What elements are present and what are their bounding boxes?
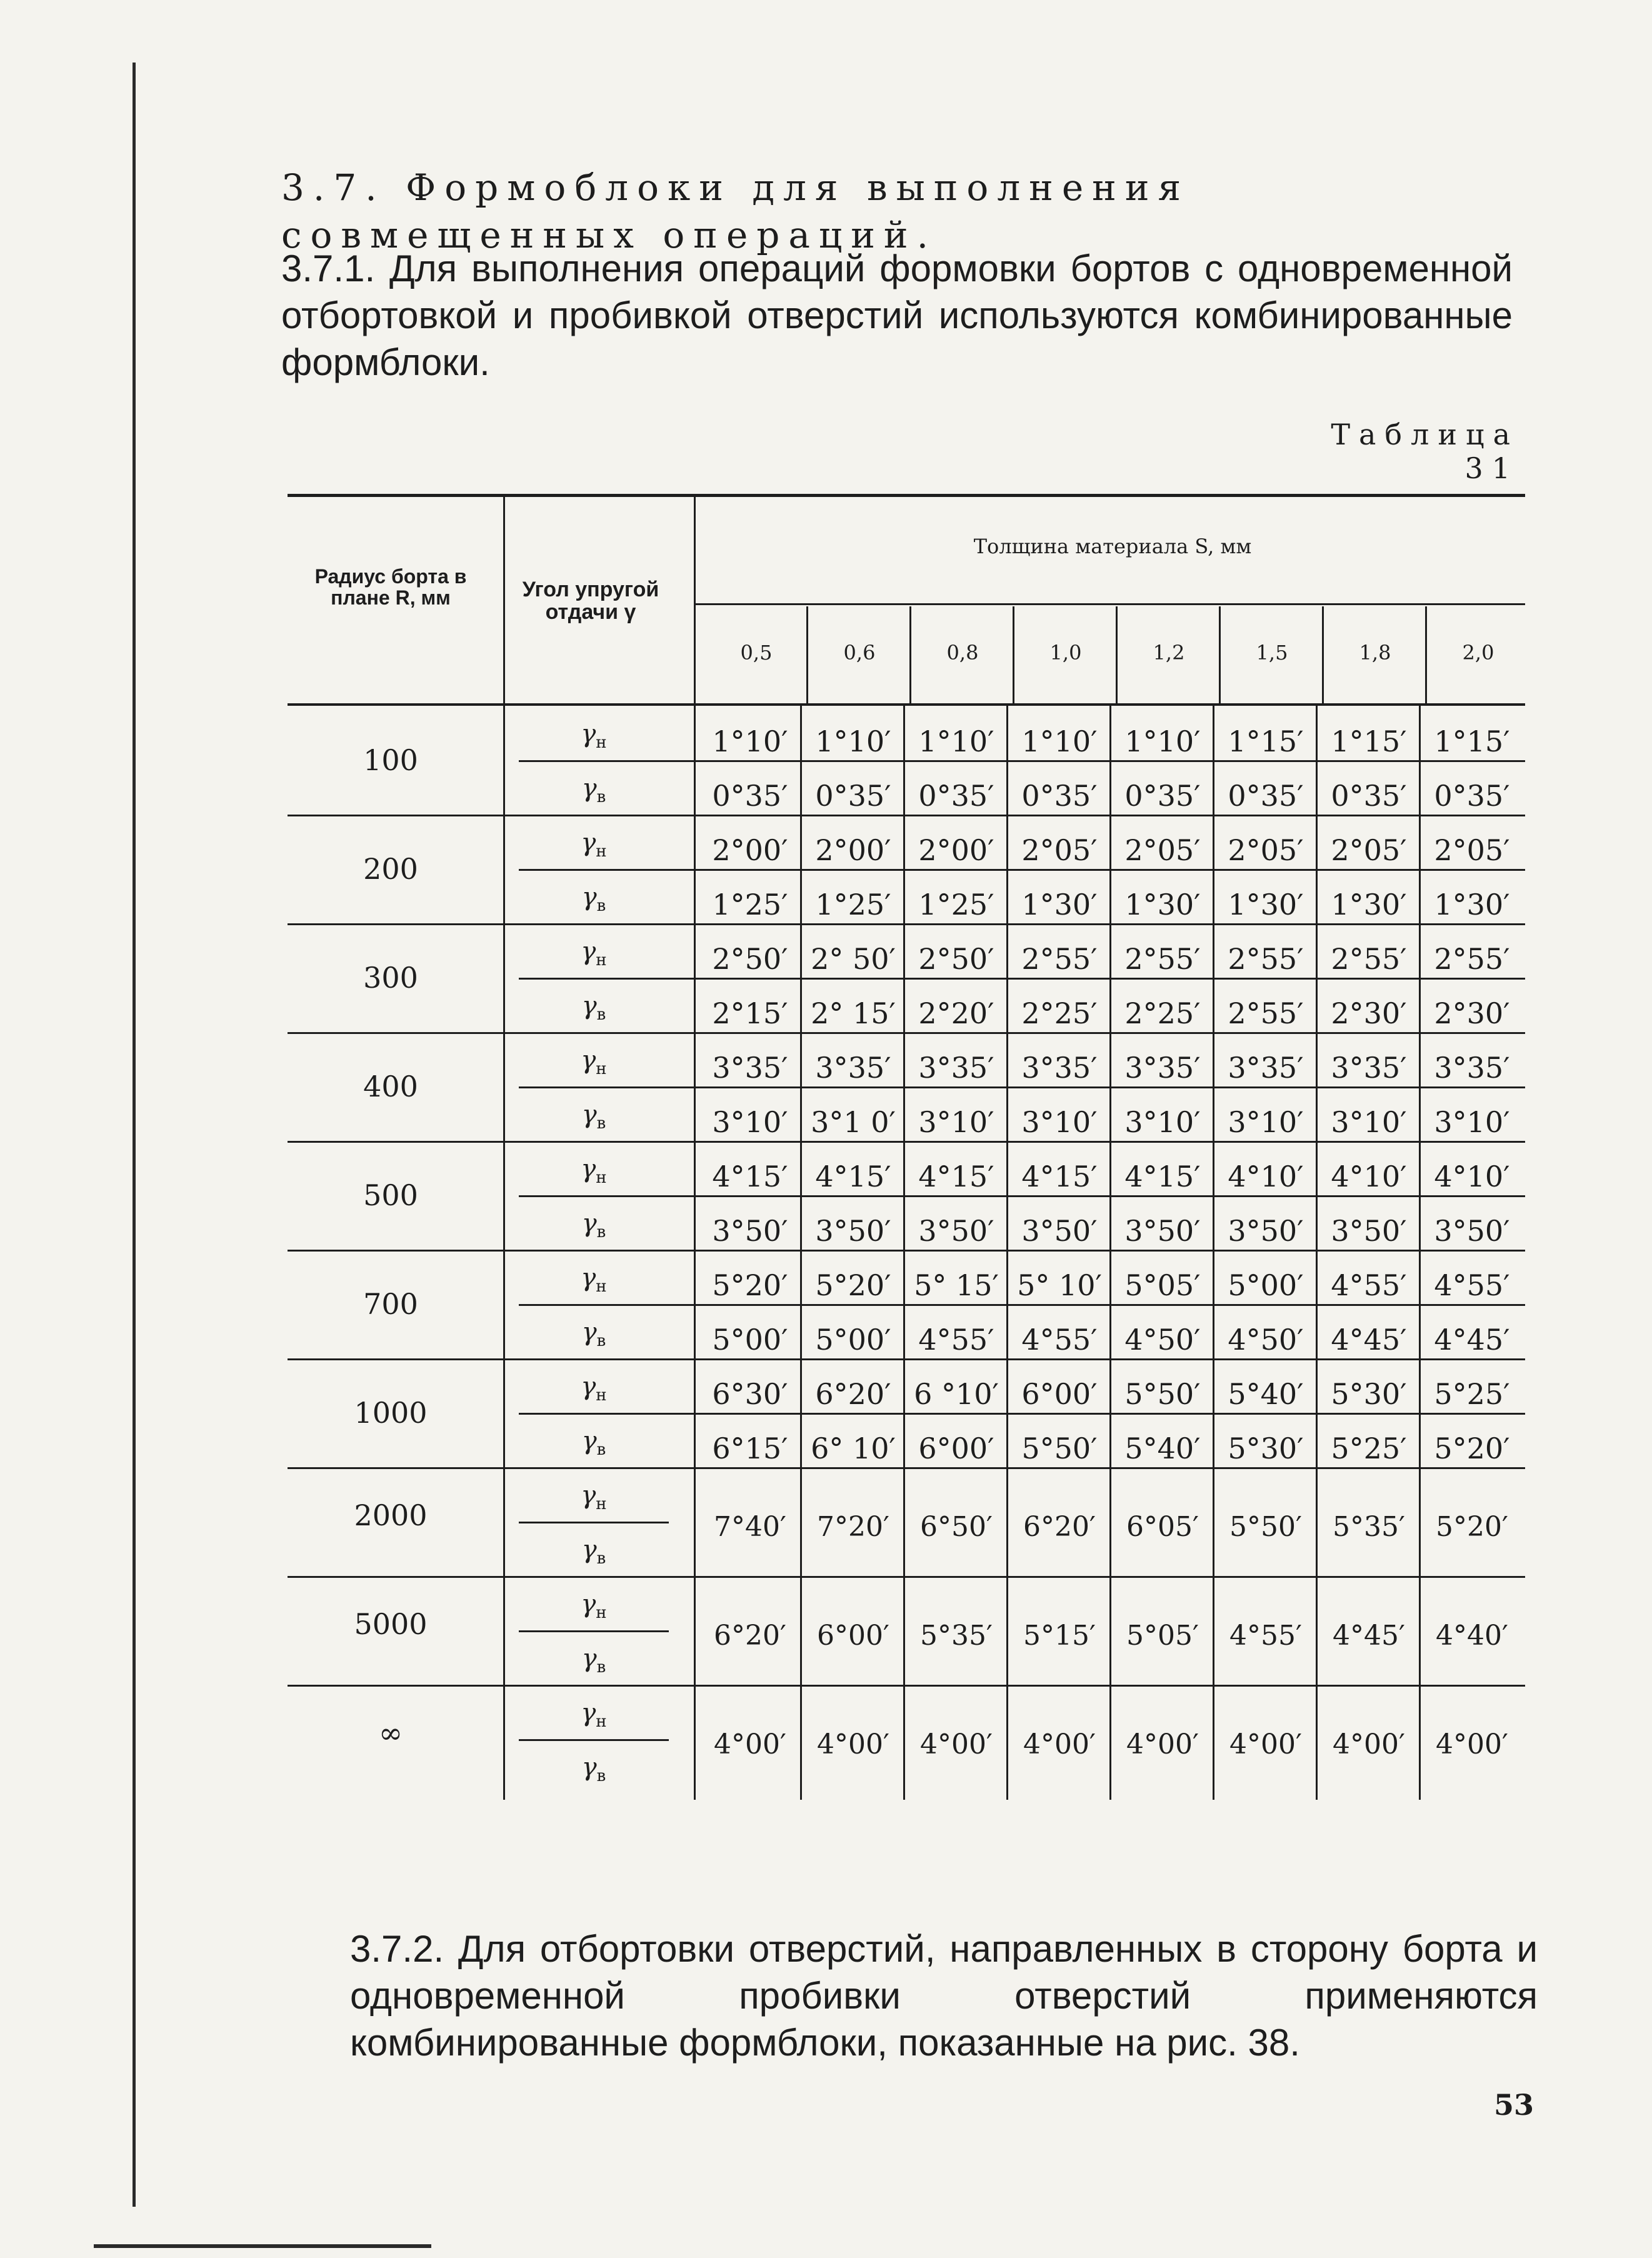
gamma-v-value: 3°10′ [1124, 1105, 1201, 1139]
gamma-v-value: 1°25′ [918, 888, 994, 921]
gamma-v-value: 0°35′ [815, 779, 891, 813]
gamma-v-value: 2°30′ [1434, 996, 1510, 1030]
gamma-n-value: 2°55′ [1434, 942, 1510, 976]
gamma-n-value: 4°15′ [1021, 1160, 1098, 1193]
gamma-n-value: 2°00′ [918, 833, 994, 867]
gamma-n-value: 2°00′ [815, 833, 891, 867]
gamma-v-value: 1°25′ [712, 888, 788, 921]
gamma-v-value: 3°10′ [918, 1105, 994, 1139]
gamma-n-value: 5° 15′ [914, 1268, 999, 1302]
gamma-n-value: 2°05′ [1228, 833, 1304, 867]
gamma-n-value: 1°10′ [1124, 725, 1201, 758]
gamma-n-value: 2°00′ [712, 833, 788, 867]
gamma-n-value: 2°05′ [1021, 833, 1098, 867]
gamma-v-label: $\gamma_в$ [581, 991, 606, 1024]
gamma-n-value: 2°05′ [1331, 833, 1407, 867]
table-body [288, 706, 1525, 1869]
gamma-n-value: 3°35′ [1331, 1051, 1407, 1085]
gamma-v-value: 3°50′ [1331, 1214, 1407, 1248]
gamma-n-value: 5°50′ [1124, 1377, 1201, 1411]
merged-value: 6°20′ [1023, 1511, 1096, 1543]
gamma-v-value: 3°50′ [815, 1214, 891, 1248]
gamma-v-label: $\gamma_в$ [581, 1427, 606, 1459]
gamma-v-value: 1°30′ [1331, 888, 1407, 921]
gamma-n-label: $\gamma_н$ [581, 828, 607, 861]
gamma-n-value: 5°20′ [815, 1268, 891, 1302]
merged-value: 4°00′ [1229, 1729, 1302, 1760]
gamma-n-value: 3°35′ [712, 1051, 788, 1085]
radius-value: 2000 [354, 1498, 428, 1532]
gamma-n-value: 2°50′ [712, 942, 788, 976]
merged-value: 6°20′ [714, 1620, 786, 1652]
merged-value: 5°05′ [1126, 1620, 1199, 1652]
gamma-v-value: 1°30′ [1021, 888, 1098, 921]
merged-value: 7°20′ [817, 1511, 889, 1543]
gamma-n-value: 4°55′ [1331, 1268, 1407, 1302]
thickness-col-2: 0,8 [946, 641, 979, 665]
gamma-n-value: 2° 50′ [811, 942, 896, 976]
gamma-v-value: 6° 10′ [811, 1432, 896, 1465]
gamma-v-value: 4°50′ [1228, 1323, 1304, 1357]
gamma-n-value: 1°10′ [1021, 725, 1098, 758]
gamma-v-value: 1°30′ [1228, 888, 1304, 921]
gamma-n-label: $\gamma_н$ [581, 1155, 607, 1187]
gamma-n-value: 1°15′ [1434, 725, 1510, 758]
thickness-col-4: 1,2 [1153, 641, 1185, 665]
thickness-col-6: 1,8 [1359, 641, 1391, 665]
gamma-n-value: 2°55′ [1021, 942, 1098, 976]
gamma-v-value: 3°50′ [1434, 1214, 1510, 1248]
angle-table [288, 494, 1525, 1869]
scan-bottom-line [94, 2244, 431, 2248]
gamma-n-value: 2°55′ [1331, 942, 1407, 976]
gamma-n-label: $\gamma_н$ [581, 1263, 607, 1296]
gamma-n-label: $\gamma_н$ [581, 1046, 607, 1078]
gamma-n-value: 3°35′ [918, 1051, 994, 1085]
gamma-n-value: 1°15′ [1331, 725, 1407, 758]
gamma-v-value: 0°35′ [918, 779, 994, 813]
gamma-v-value: 2°30′ [1331, 996, 1407, 1030]
radius-value: 1000 [354, 1396, 428, 1430]
merged-value: 4°45′ [1333, 1620, 1405, 1652]
gamma-n-value: 3°35′ [1124, 1051, 1201, 1085]
gamma-v-value: 3°10′ [1331, 1105, 1407, 1139]
merged-value: 6°00′ [817, 1620, 889, 1652]
gamma-n-label: $\gamma_н$ [581, 1372, 607, 1405]
gamma-v-value: 1°25′ [815, 888, 891, 921]
gamma-v-value: 0°35′ [1124, 779, 1201, 813]
merged-value: 5°15′ [1023, 1620, 1096, 1652]
merged-value: 4°00′ [1023, 1729, 1096, 1760]
thickness-col-1: 0,6 [843, 641, 876, 665]
radius-value: 200 [363, 852, 418, 886]
gamma-v-value: 2°15′ [712, 996, 788, 1030]
gamma-v-value: 5°40′ [1124, 1432, 1201, 1465]
gamma-n-value: 5°00′ [1228, 1268, 1304, 1302]
gamma-n-value: 6°00′ [1021, 1377, 1098, 1411]
gamma-n-value: 1°15′ [1228, 725, 1304, 758]
gamma-n-value: 4°15′ [1124, 1160, 1201, 1193]
gamma-n-value: 2°05′ [1434, 833, 1510, 867]
merged-value: 4°00′ [1333, 1729, 1405, 1760]
gamma-n-value: 4°10′ [1228, 1160, 1304, 1193]
gamma-v-value: 4°55′ [918, 1323, 994, 1357]
merged-value: 4°00′ [714, 1729, 786, 1760]
gamma-v-value: 5°50′ [1021, 1432, 1098, 1465]
merged-value: 4°00′ [920, 1729, 993, 1760]
gamma-n-value: 4°15′ [918, 1160, 994, 1193]
gamma-v-value: 5°25′ [1331, 1432, 1407, 1465]
gamma-v-value: 6°00′ [918, 1432, 994, 1465]
gamma-v-value: 3°50′ [1021, 1214, 1098, 1248]
gamma-n-value: 2°50′ [918, 942, 994, 976]
gamma-v-value: 2° 15′ [811, 996, 896, 1030]
gamma-n-value: 5°30′ [1331, 1377, 1407, 1411]
gamma-n-value: 3°35′ [1434, 1051, 1510, 1085]
gamma-n-value: 5°20′ [712, 1268, 788, 1302]
thickness-col-0: 0,5 [740, 641, 773, 665]
gamma-v-value: 1°30′ [1434, 888, 1510, 921]
merged-value: 6°05′ [1126, 1511, 1199, 1543]
gamma-n-value: 5° 10′ [1017, 1268, 1102, 1302]
radius-value: 700 [363, 1287, 418, 1321]
gamma-v-value: 3°50′ [1228, 1214, 1304, 1248]
gamma-v-label: $\gamma_в$ [581, 774, 606, 806]
gamma-v-value: 5°00′ [815, 1323, 891, 1357]
gamma-v-value: 2°20′ [918, 996, 994, 1030]
section-heading: 3.7. Формоблоки для выполнения совмещенных операций. [281, 166, 1190, 256]
radius-value: 5000 [354, 1607, 428, 1641]
gamma-v-value: 3°10′ [1434, 1105, 1510, 1139]
gamma-n-value: 6°20′ [815, 1377, 891, 1411]
merged-value: 4°00′ [817, 1729, 889, 1760]
gamma-n-value: 3°35′ [815, 1051, 891, 1085]
gamma-v-value: 5°20′ [1434, 1432, 1510, 1465]
gamma-v-label: $\gamma_в$ [581, 883, 606, 915]
gamma-n-value: 3°35′ [1228, 1051, 1304, 1085]
radius-value: ∞ [378, 1716, 403, 1750]
gamma-v-value: 3°50′ [1124, 1214, 1201, 1248]
table-header [288, 497, 1525, 706]
gamma-n-value: 4°10′ [1434, 1160, 1510, 1193]
gamma-v-value: 4°55′ [1021, 1323, 1098, 1357]
gamma-v-label: $\gamma_в$ [581, 1644, 606, 1677]
header-radius: Радиус борта в плане R, мм [314, 565, 467, 609]
header-angle: Угол упругой отдачи γ [522, 578, 659, 624]
thickness-col-3: 1,0 [1049, 641, 1082, 665]
gamma-v-value: 0°35′ [712, 779, 788, 813]
gamma-v-label: $\gamma_в$ [581, 1753, 606, 1785]
merged-value: 6°50′ [920, 1511, 993, 1543]
paragraph-3-7-2: 3.7.2. Для отбортовки отверстий, направленных в сторону борта и одновременной пробивки отверстий применяются комбинированные формблоки, показанные на рис. 38. [350, 1928, 1538, 2064]
gamma-n-value: 2°55′ [1124, 942, 1201, 976]
gamma-v-value: 6°15′ [712, 1432, 788, 1465]
gamma-v-value: 2°25′ [1124, 996, 1201, 1030]
gamma-n-label: $\gamma_н$ [581, 1699, 607, 1731]
gamma-v-label: $\gamma_в$ [581, 1318, 606, 1350]
gamma-n-value: 3°35′ [1021, 1051, 1098, 1085]
merged-value: 5°35′ [1333, 1511, 1405, 1543]
gamma-v-value: 3°10′ [1021, 1105, 1098, 1139]
header-thickness: Толщина материала S, мм [973, 534, 1252, 558]
gamma-v-value: 0°35′ [1331, 779, 1407, 813]
gamma-n-value: 2°55′ [1228, 942, 1304, 976]
merged-value: 7°40′ [714, 1511, 786, 1543]
gamma-n-value: 1°10′ [712, 725, 788, 758]
gamma-n-label: $\gamma_н$ [581, 720, 607, 752]
gamma-n-value: 5°40′ [1228, 1377, 1304, 1411]
gamma-n-value: 6 °10′ [914, 1377, 999, 1411]
merged-value: 4°55′ [1229, 1620, 1302, 1652]
page-number: 53 [1494, 2088, 1534, 2122]
gamma-v-label: $\gamma_в$ [581, 1100, 606, 1133]
radius-value: 100 [363, 743, 418, 777]
radius-value: 400 [363, 1070, 418, 1103]
gamma-v-value: 3°10′ [1228, 1105, 1304, 1139]
gamma-n-value: 1°10′ [918, 725, 994, 758]
gamma-n-value: 5°05′ [1124, 1268, 1201, 1302]
radius-value: 300 [363, 961, 418, 995]
merged-value: 5°35′ [920, 1620, 993, 1652]
gamma-n-value: 1°10′ [815, 725, 891, 758]
gamma-n-value: 6°30′ [712, 1377, 788, 1411]
gamma-n-value: 4°15′ [712, 1160, 788, 1193]
gamma-v-label: $\gamma_в$ [581, 1209, 606, 1242]
gamma-v-value: 1°30′ [1124, 888, 1201, 921]
gamma-n-value: 2°05′ [1124, 833, 1201, 867]
gamma-v-value: 2°25′ [1021, 996, 1098, 1030]
merged-value: 5°20′ [1436, 1511, 1508, 1543]
thickness-col-7: 2,0 [1462, 641, 1494, 665]
thickness-col-5: 1,5 [1256, 641, 1288, 665]
gamma-v-value: 0°35′ [1021, 779, 1098, 813]
gamma-v-value: 0°35′ [1434, 779, 1510, 813]
gamma-v-value: 4°45′ [1331, 1323, 1407, 1357]
gamma-v-value: 2°55′ [1228, 996, 1304, 1030]
gamma-n-value: 4°55′ [1434, 1268, 1510, 1302]
gamma-v-value: 3°10′ [712, 1105, 788, 1139]
radius-value: 500 [363, 1178, 418, 1212]
merged-value: 4°40′ [1436, 1620, 1508, 1652]
gamma-n-label: $\gamma_н$ [581, 1590, 607, 1622]
gamma-v-label: $\gamma_в$ [581, 1535, 606, 1568]
gamma-n-value: 4°10′ [1331, 1160, 1407, 1193]
gamma-v-value: 3°1 0′ [811, 1105, 896, 1139]
gamma-n-label: $\gamma_н$ [581, 937, 607, 970]
gamma-n-value: 4°15′ [815, 1160, 891, 1193]
scan-margin-line [133, 63, 136, 2207]
gamma-n-value: 5°25′ [1434, 1377, 1510, 1411]
gamma-v-value: 3°50′ [918, 1214, 994, 1248]
gamma-v-value: 5°00′ [712, 1323, 788, 1357]
gamma-v-value: 5°30′ [1228, 1432, 1304, 1465]
paragraph-3-7-1: 3.7.1. Для выполнения операций формовки бортов с одновременной отбортовкой и пробивкой отверстий используются комбинированные формблоки. [281, 248, 1513, 383]
merged-value: 4°00′ [1436, 1729, 1508, 1760]
merged-value: 4°00′ [1126, 1729, 1199, 1760]
gamma-v-value: 0°35′ [1228, 779, 1304, 813]
gamma-v-value: 4°45′ [1434, 1323, 1510, 1357]
table-caption: Таблица 31 [1331, 418, 1519, 485]
gamma-n-label: $\gamma_н$ [581, 1481, 607, 1513]
merged-value: 5°50′ [1229, 1511, 1302, 1543]
gamma-v-value: 4°50′ [1124, 1323, 1201, 1357]
gamma-v-value: 3°50′ [712, 1214, 788, 1248]
